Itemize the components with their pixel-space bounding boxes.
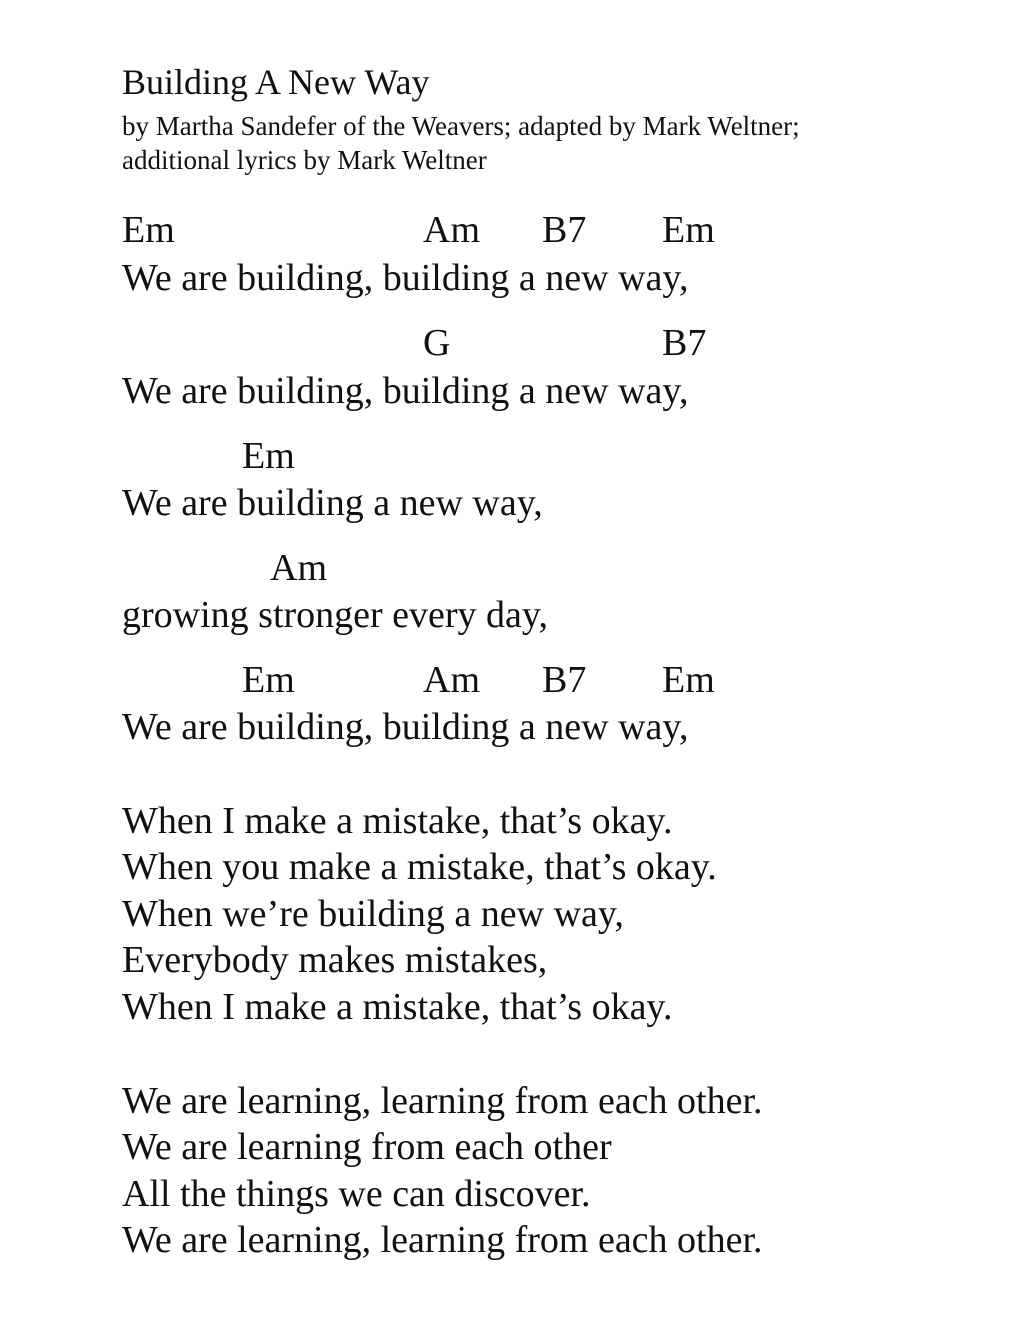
lyric-line: We are building, building a new way,	[122, 370, 689, 412]
chord: Am	[270, 547, 327, 589]
lyric-line: We are building, building a new way,	[122, 706, 689, 748]
lyric-line: When I make a mistake, that’s okay.	[122, 986, 673, 1028]
chord: Em	[242, 659, 295, 701]
chord: Em	[122, 209, 175, 251]
chord: B7	[542, 659, 587, 701]
lyric-line: We are building, building a new way,	[122, 257, 689, 299]
song-credit-line-1: by Martha Sandefer of the Weavers; adapted by Mark Weltner;	[122, 111, 800, 141]
chord: Em	[662, 659, 715, 701]
lyric-line: growing stronger every day,	[122, 594, 548, 636]
lyric-line: We are learning, learning from each other.	[122, 1080, 763, 1122]
chord: B7	[662, 322, 707, 364]
lyric-line: When I make a mistake, that’s okay.	[122, 800, 673, 842]
lyric-line: We are building a new way,	[122, 482, 543, 524]
chord: Am	[423, 209, 480, 251]
song-title: Building A New Way	[122, 62, 430, 102]
lyric-line: Everybody makes mistakes,	[122, 939, 548, 981]
lyric-line: All the things we can discover.	[122, 1173, 591, 1215]
chord: Em	[242, 435, 295, 477]
lyric-line: We are learning from each other	[122, 1126, 612, 1168]
chord: G	[423, 322, 451, 364]
chord: Am	[423, 659, 480, 701]
lyric-line: When we’re building a new way,	[122, 893, 624, 935]
lyric-line: We are learning, learning from each other.	[122, 1219, 763, 1261]
chord: B7	[542, 209, 587, 251]
lyric-line: When you make a mistake, that’s okay.	[122, 846, 717, 888]
chord: Em	[662, 209, 715, 251]
song-credit-line-2: additional lyrics by Mark Weltner	[122, 145, 487, 175]
